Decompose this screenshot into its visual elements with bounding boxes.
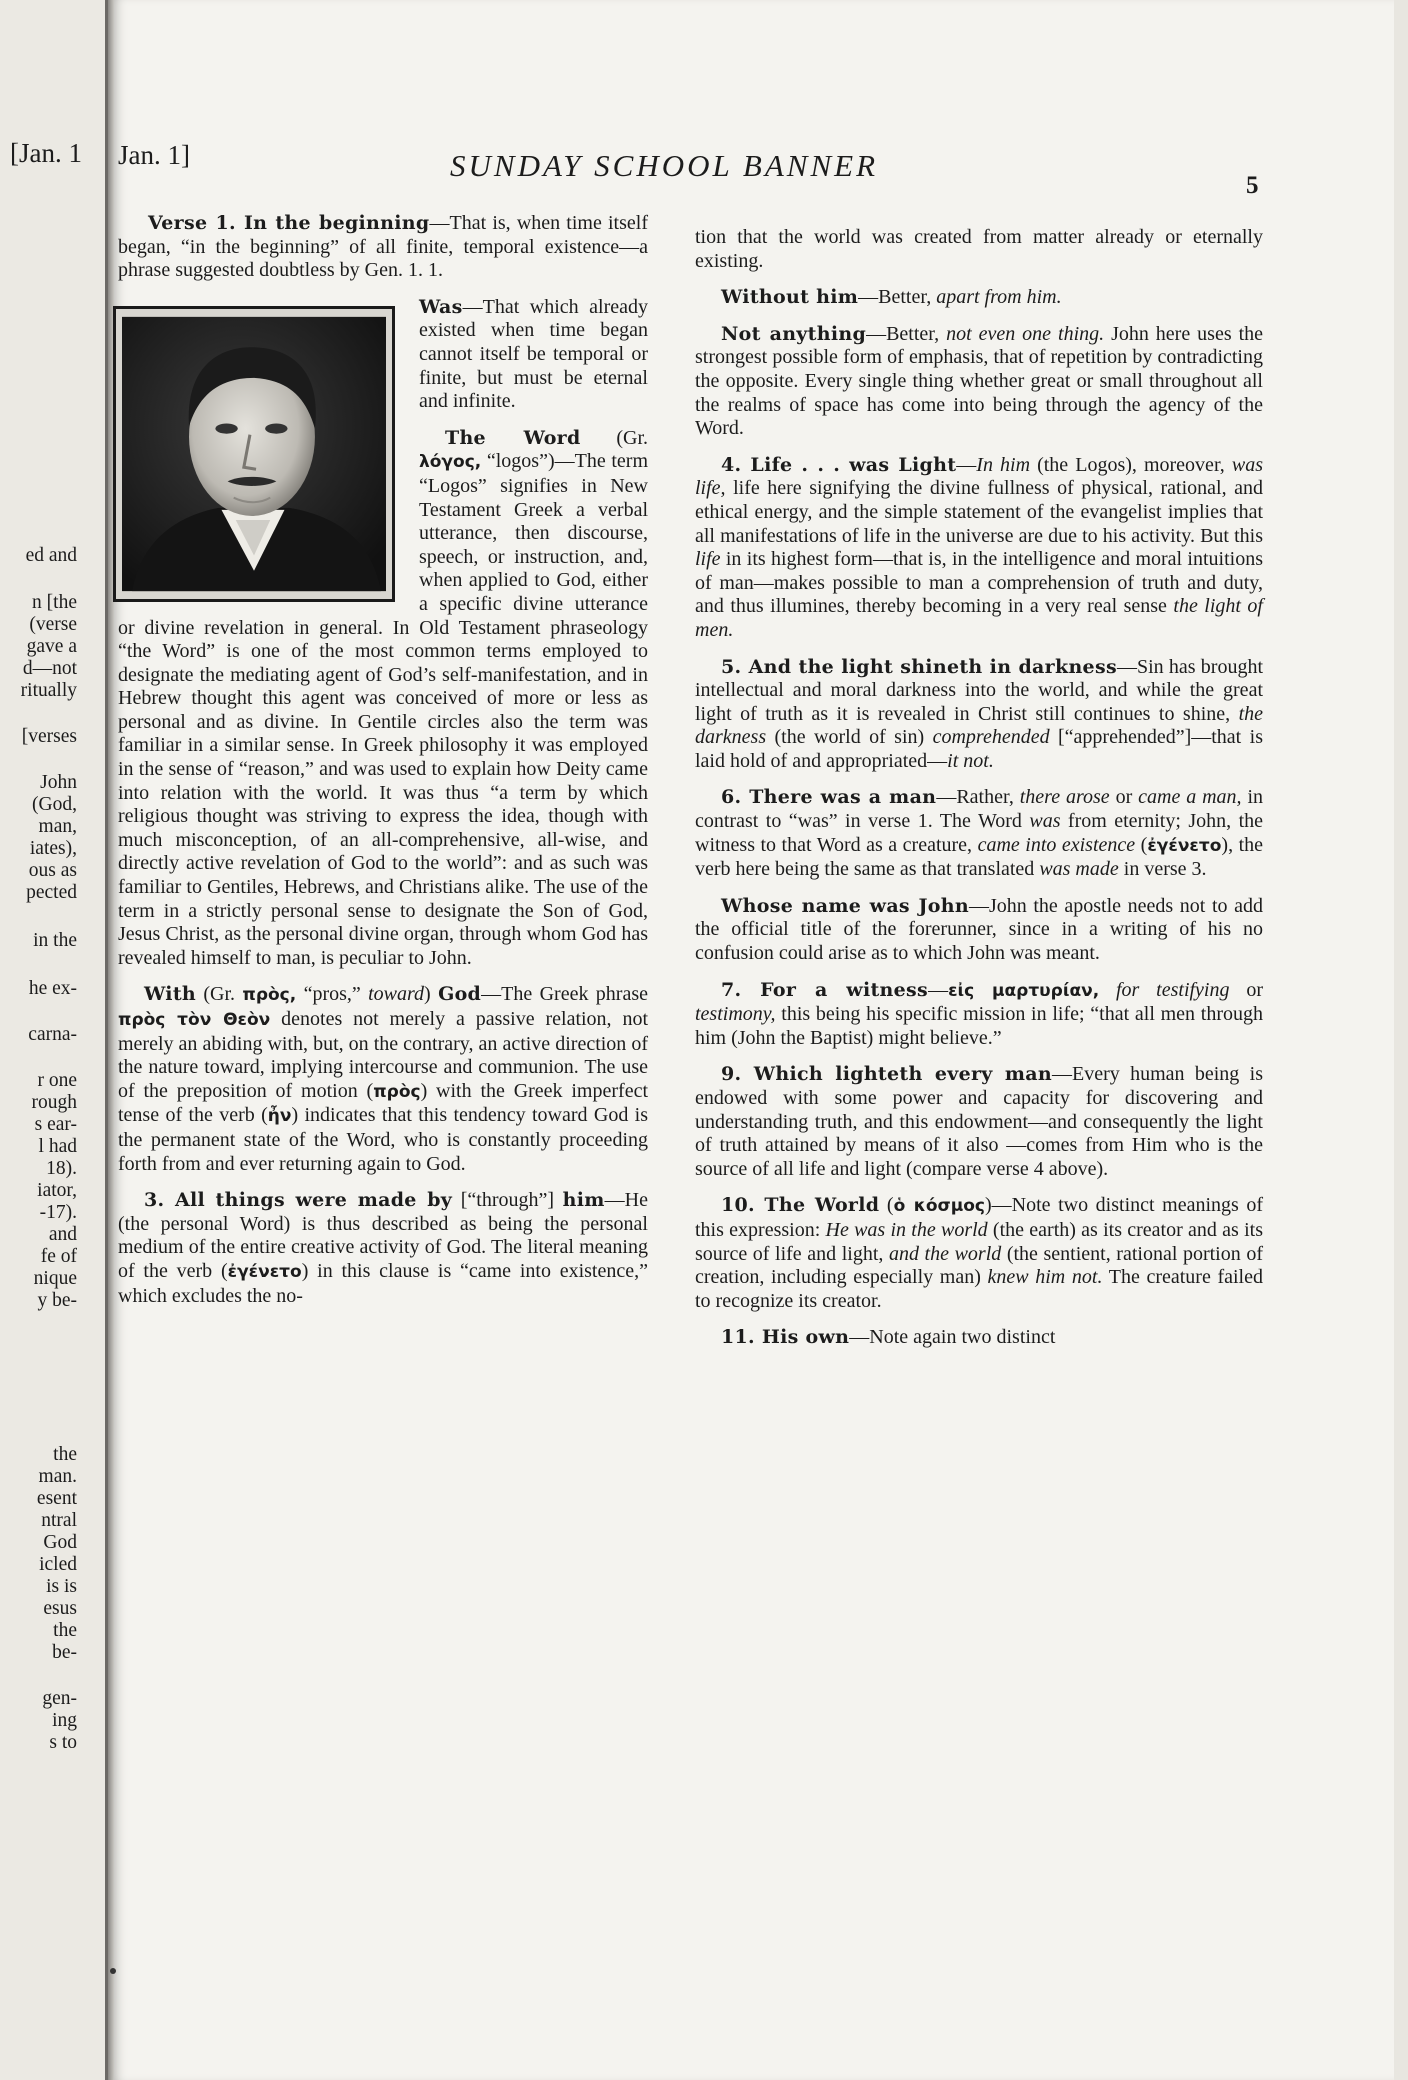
facing-page <box>0 0 108 2080</box>
heading-verse-6: 6. There was a man <box>721 786 937 809</box>
facing-page-fragment: ed and <box>25 545 77 566</box>
paragraph-verse-4: 4. Life . . . was Light—In him (the Logos), moreover, was life, life here signifying the divine fullness of physical, rational, and ethical energy, and the simple statement of the evangelist implies that all manifestations of life in the universe are due to his activity. But this life in its highest form—that is, in the intelligence and moral intuitions of man—makes possible to man a comprehension of truth and duty, and thus illumines, thereby becoming in a very real sense the light of men. <box>695 453 1263 641</box>
facing-page-fragment: esus <box>43 1598 77 1619</box>
facing-page-fragment: the <box>53 1620 77 1641</box>
facing-page-fragment: John <box>40 772 77 793</box>
facing-page-fragment: 18). <box>46 1158 77 1179</box>
facing-page-fragment: y be- <box>37 1290 77 1311</box>
facing-page-fragment: ing <box>52 1710 77 1731</box>
facing-page-fragment: iates), <box>29 838 77 859</box>
paragraph-the-word: The Word (Gr. λόγος, “logos”)—The term “Logos” signifies in New Testament Greek a verbal utterance, then discourse, speech, or instruction, and, when applied to God, either a specific divine utterance or divine revelation in general. In Old Testament phraseology “the Word” is one of the most common terms employed to designate the mediating agent of God’s self-manifestation, and in Hebrew thought this agent was conceived of more or less as personal and as divine. In Gentile circles also the term was familiar in a similar sense. In Greek philosophy it was employed in the sense of “reason,” and was used to explain how Deity came into relation with the world. It was thus “a term by which religious thought was striving to express the idea, though with much misconception, of an all-comprehensive, all-wise, and directly active revelation of God to the world”: and as such was familiar to Gentiles, Hebrews, and Christians alike. The use of the term in a strictly personal sense to designate the Son of God, Jesus Christ, as the personal divine organ, through whom God has revealed himself to man, is peculiar to John. <box>118 426 648 969</box>
facing-page-fragment: ritually <box>20 680 77 701</box>
paragraph-verse-9: 9. Which lighteth every man—Every human being is endowed with some power and capacity for discovering and understanding truth, and this endowment—and consequently the light of truth attained by means of it also —comes from Him who is the source of all life and light (compare verse 4 above). <box>695 1063 1263 1180</box>
heading-verse-4: 4. Life . . . was Light <box>721 453 957 476</box>
heading-verse-1: Verse 1. In the beginning <box>148 212 430 234</box>
heading-whose-name: Whose name was John <box>721 894 969 917</box>
right-column <box>695 226 1263 1363</box>
facing-page-fragment: r one <box>37 1070 77 1091</box>
heading-verse-11: 11. His own <box>721 1326 850 1349</box>
facing-page-fragment: esent <box>36 1488 77 1509</box>
heading-without-him: Without him <box>721 286 859 309</box>
left-column <box>118 212 648 1321</box>
heading-verse-5: 5. And the light shineth in darkness <box>721 655 1117 678</box>
facing-page-fragment: man. <box>38 1466 77 1487</box>
paragraph-not-anything: Not anything—Better, not even one thing. John here uses the strongest possible form of emphasis, that of repetition by contradicting the opposite. Every single thing whether great or small throughout all the realms of space has come into being through the agency of the Word. <box>695 322 1263 440</box>
paragraph-with-god: With (Gr. πρὸς, “pros,” toward) God—The Greek phrase πρὸς τὸν Θεὸν denotes not merely a passive relation, not merely an abiding with, but, on the contrary, an active direction of the nature toward, implying intercourse and communion. The use of the preposition of motion (πρὸς) with the Greek imperfect tense of the verb (ἦν) indicates that this tendency toward God is the permanent state of the Word, who is constantly proceeding forth from and ever returning again to God. <box>118 983 648 1175</box>
facing-page-fragment: he ex- <box>28 978 77 999</box>
paragraph-verse-10: 10. The World (ὁ κόσμος)—Note two distinct meanings of this expression: He was in the world (the earth) as its creator and as its source of life and light, and the world (the sentient, rational portion of creation, including especially man) knew him not. The creature failed to recognize its creator. <box>695 1194 1264 1312</box>
portrait-icon <box>122 315 386 593</box>
paragraph-verse-5: 5. And the light shineth in darkness—Sin has brought intellectual and moral darkness into the world, and while the great light of truth as it is revealed in Christ still continues to shine, the darkness (the world of sin) comprehended [“apprehended”]—that is laid hold of and appropriated—it not. <box>695 655 1263 772</box>
page-number: 5 <box>1246 172 1259 199</box>
facing-page-fragment: (verse <box>29 614 77 635</box>
print-speck <box>110 1968 116 1974</box>
heading-verse-10: 10. The World <box>721 1194 880 1217</box>
facing-page-running-head: [Jan. 1 <box>10 138 82 168</box>
paragraph-verse-1: Verse 1. In the beginning—That is, when time itself began, “in the beginning” of all finite, temporal existence—a phrase suggested doubtless by Gen. 1. 1. <box>118 212 648 282</box>
facing-page-fragment: nique <box>33 1268 77 1289</box>
facing-page-fragment: in the <box>33 930 77 951</box>
portrait-photo <box>113 306 395 602</box>
heading-not-anything: Not anything <box>721 322 867 345</box>
heading-verse-3: 3. All things were made by <box>144 1189 453 1212</box>
paragraph-whose-name: Whose name was John—John the apostle needs not to add the official title of the forerunner, since in a writing of his no confusion could arise as to which John was meant. <box>695 894 1263 965</box>
facing-page-fragment: (God, <box>32 794 77 815</box>
facing-page-fragment: ous as <box>28 860 77 881</box>
facing-page-fragment: God <box>43 1532 77 1553</box>
facing-page-fragment: iator, <box>37 1180 77 1201</box>
heading-verse-7: 7. For a witness <box>721 978 929 1001</box>
running-head-date: Jan. 1] <box>118 140 190 170</box>
heading-with: With <box>144 983 197 1006</box>
paragraph-was: Was—That which already existed when time began cannot itself be temporal or finite, but must be eternal and infinite. <box>419 295 648 413</box>
facing-page-fragment: and <box>48 1224 77 1245</box>
facing-page-fragment: carna- <box>28 1024 77 1045</box>
facing-page-fragment: icled <box>39 1554 77 1575</box>
heading-the-word: The Word <box>445 426 581 449</box>
facing-page-fragment: gen- <box>42 1688 77 1709</box>
paragraph-verse-6: 6. There was a man—Rather, there arose or came a man, in contrast to “was” in verse 1. The Word was from eternity; John, the witness to that Word as a creature, came into existence (ἐγένετο), the verb here being the same as that translated was made in verse 3. <box>695 786 1264 881</box>
facing-page-fragment: gave a <box>26 636 77 657</box>
facing-page-fragment: be- <box>52 1642 77 1663</box>
facing-page-fragment: s ear- <box>34 1114 77 1135</box>
facing-page-fragment: l had <box>38 1136 77 1157</box>
running-head-title: SUNDAY SCHOOL BANNER <box>450 148 879 183</box>
paragraph-continuation: tion that the world was created from matter already or eternally existing. <box>695 226 1263 272</box>
facing-page-fragment: -17). <box>39 1202 77 1223</box>
facing-page-fragment: the <box>53 1444 77 1465</box>
facing-page-fragment: d—not <box>22 658 77 679</box>
facing-page-fragment: s to <box>49 1732 77 1753</box>
facing-page-fragment: man, <box>38 816 77 837</box>
heading-was: Was <box>419 295 463 318</box>
facing-page-fragment: rough <box>31 1092 77 1113</box>
paragraph-verse-3: 3. All things were made by [“through”] him—He (the personal Word) is thus described as being the personal medium of the entire creative activity of God. The literal meaning of the verb (ἐγένετο) in this clause is “came into existence,” which excludes the no- <box>118 1189 648 1307</box>
facing-page-fragment: is is <box>46 1576 77 1597</box>
heading-verse-9: 9. Which lighteth every man <box>721 1063 1052 1086</box>
facing-page-fragment: [verses <box>21 726 77 747</box>
facing-page-fragment: ntral <box>41 1510 77 1531</box>
facing-page-fragment: n [the <box>32 592 77 613</box>
paragraph-without-him: Without him—Better, apart from him. <box>721 286 1062 309</box>
facing-page-fragment: pected <box>26 882 77 903</box>
paragraph-verse-11: 11. His own—Note again two distinct <box>721 1326 1056 1349</box>
paragraph-verse-7: 7. For a witness—εἰς μαρτυρίαν, for testifying or testimony, this being his specific mission in life; “that all men through him (John the Baptist) might believe.” <box>695 978 1263 1049</box>
facing-page-fragment: fe of <box>40 1246 77 1267</box>
